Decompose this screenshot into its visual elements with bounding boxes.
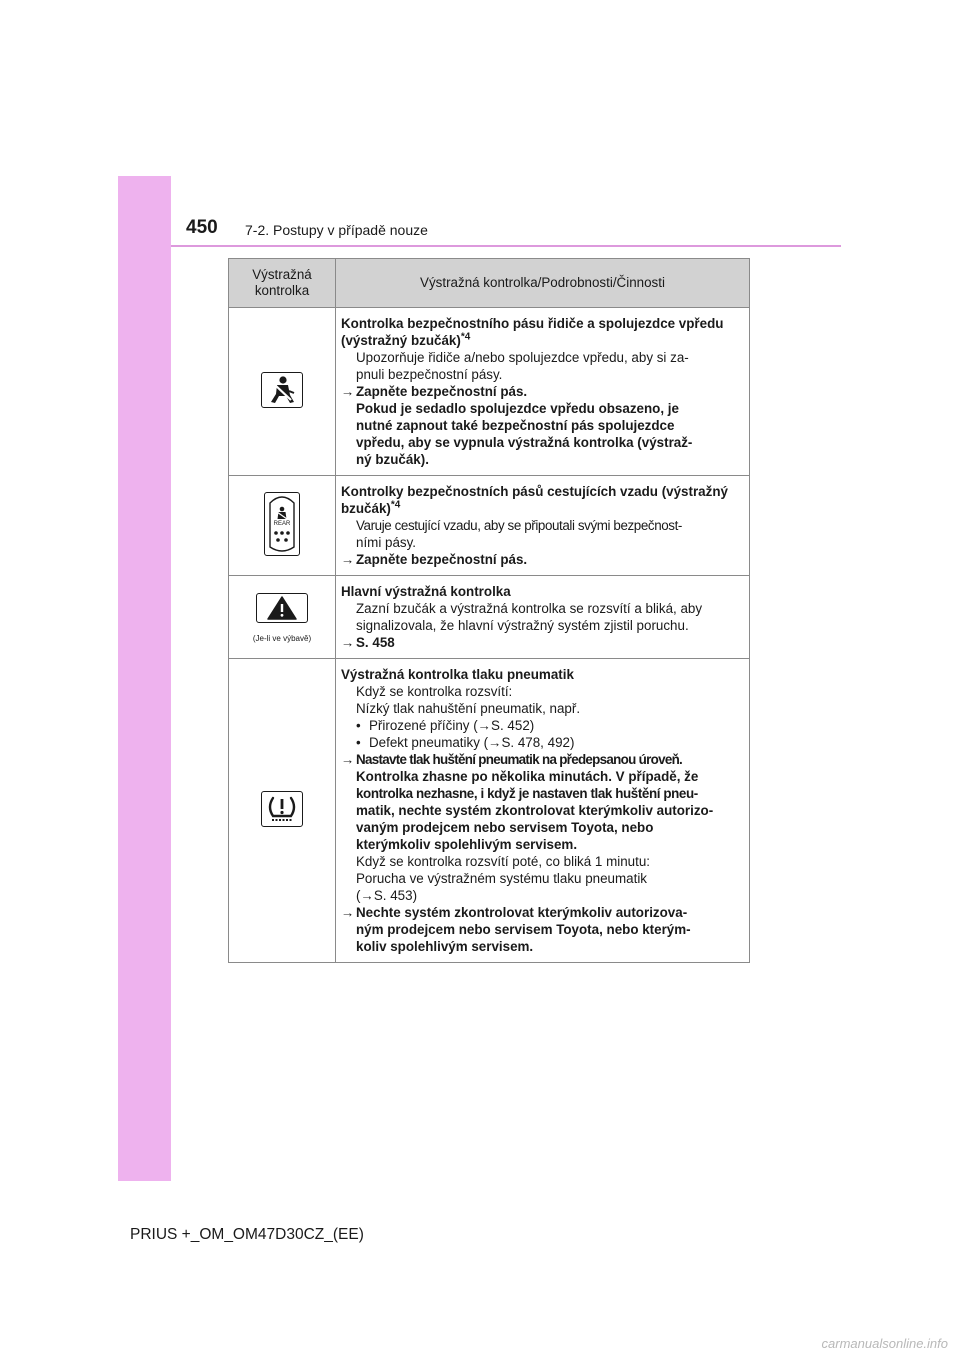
- action-cont-line: kontrolka nezhasne, i když je nastaven tlak huštění pneu-: [356, 786, 698, 801]
- seatbelt-front-icon: [261, 372, 303, 408]
- bullet-dot: •: [356, 718, 361, 733]
- description-line: Porucha ve výstražném systému tlaku pneumatik: [356, 871, 647, 886]
- action-line: [341, 904, 746, 921]
- action-cont-line: ným prodejcem nebo servisem Toyota, nebo kterým-: [356, 922, 691, 937]
- arrow-icon: →: [477, 718, 492, 733]
- action-text: Nastavte tlak huštění pneumatik na předepsanou úroveň.: [356, 752, 683, 767]
- action-cont-line: koliv spolehlivým servisem.: [356, 939, 534, 954]
- action-cont-line: vpředu, aby se vypnula výstražná kontrolka (výstraž-: [356, 435, 693, 450]
- page-reference: S. 452): [491, 718, 535, 733]
- action-line: [341, 383, 746, 400]
- action-line: [341, 751, 746, 768]
- description-line: Když se kontrolka rozsvítí:: [356, 684, 513, 699]
- bullet-item: [341, 717, 746, 734]
- arrow-icon: →: [341, 384, 355, 399]
- table-row: [229, 659, 750, 963]
- section-tab-strip: [118, 176, 171, 1181]
- table-row: [229, 576, 750, 659]
- arrow-icon: →: [360, 888, 374, 903]
- description-line: Varuje cestující vzadu, aby se připoutali svými bezpečnost-: [356, 518, 682, 533]
- description-line: pnuli bezpečnostní pásy.: [356, 367, 503, 382]
- description-cell: [336, 476, 750, 576]
- icon-cell: [229, 659, 336, 963]
- ref-open: (: [356, 888, 361, 903]
- description-line: Když se kontrolka rozsvítí poté, co bliká 1 minutu:: [356, 854, 650, 869]
- master-warning-icon: [256, 593, 308, 623]
- arrow-icon: →: [488, 735, 502, 750]
- seatbelt-rear-icon: [264, 492, 300, 556]
- tire-pressure-icon: [261, 791, 303, 827]
- row-title: Hlavní výstražná kontrolka: [341, 584, 511, 599]
- reference-line: [341, 887, 746, 904]
- section-title: 7-2. Postupy v případě nouze: [245, 222, 428, 238]
- action-cont-line: Kontrolka zhasne po několika minutách. V případě, že: [356, 769, 699, 784]
- page-reference: S. 478, 492): [501, 735, 575, 750]
- table-row: [229, 308, 750, 476]
- description-cell: [336, 659, 750, 963]
- description-line: Upozorňuje řidiče a/nebo spolujezdce vpředu, aby si za-: [356, 350, 689, 365]
- row-title-text: Kontrolka bezpečnostního pásu řidiče a spolujezdce vpředu (výstražný bzučák): [341, 316, 724, 348]
- action-text: Nechte systém zkontrolovat kterýmkoliv autorizova-: [356, 905, 688, 920]
- arrow-icon: →: [341, 635, 355, 650]
- arrow-icon: →: [341, 752, 354, 767]
- watermark: carmanualsonline.info: [821, 1336, 948, 1351]
- footnote-mark: *4: [390, 499, 401, 511]
- row-title: [341, 315, 746, 349]
- rear-label: REAR: [273, 521, 291, 527]
- icon-cell: [229, 576, 336, 659]
- action-cont-line: kterýmkoliv spolehlivým servisem.: [356, 837, 578, 852]
- action-line: [341, 551, 746, 568]
- action-cont-line: nutné zapnout také bezpečnostní pás spolujezdce: [356, 418, 675, 433]
- footnote-mark: *4: [460, 331, 471, 343]
- row-title: Výstražná kontrolka tlaku pneumatik: [341, 667, 574, 682]
- warning-lights-table: [228, 258, 750, 963]
- arrow-icon: →: [341, 552, 355, 567]
- description-cell: [336, 576, 750, 659]
- bullet-dot: •: [356, 735, 361, 750]
- table-row: [229, 476, 750, 576]
- page-reference: S. 453): [373, 888, 418, 903]
- action-cont-line: Pokud je sedadlo spolujezdce vpředu obsazeno, je: [356, 401, 679, 416]
- page-reference: S. 458: [356, 635, 395, 650]
- arrow-icon: →: [341, 905, 355, 920]
- action-text: Zapněte bezpečnostní pás.: [356, 552, 528, 567]
- action-text: Zapněte bezpečnostní pás.: [356, 384, 528, 399]
- description-line: signalizovala, že hlavní výstražný systém zjistil poruchu.: [356, 618, 689, 633]
- action-line: [341, 634, 746, 651]
- action-cont-line: matik, nechte systém zkontrolovat kterýmkoliv autorizo-: [356, 803, 714, 818]
- table-header-row: [229, 259, 750, 308]
- description-cell: [336, 308, 750, 476]
- row-title: [341, 483, 746, 517]
- bullet-item: [341, 734, 746, 751]
- icon-caption: (Je-li ve výbavě): [252, 634, 312, 643]
- col-header-details: Výstražná kontrolka/Podrobnosti/Činnosti: [336, 259, 750, 308]
- description-line: Zazní bzučák a výstražná kontrolka se rozsvítí a bliká, aby: [356, 601, 703, 616]
- description-line: ními pásy.: [356, 535, 417, 550]
- col-header-icon: Výstražná kontrolka: [229, 259, 336, 308]
- document-code: PRIUS +_OM_OM47D30CZ_(EE): [130, 1226, 364, 1243]
- icon-cell: [229, 308, 336, 476]
- action-cont-line: vaným prodejcem nebo servisem Toyota, nebo: [356, 820, 654, 835]
- bullet-text: Defekt pneumatiky (: [369, 735, 489, 750]
- bullet-text: Přirozené příčiny (: [369, 718, 478, 733]
- header-rule: [171, 245, 841, 247]
- description-line: Nízký tlak nahuštění pneumatik, např.: [356, 701, 581, 716]
- icon-cell: [229, 476, 336, 576]
- page-number: 450: [186, 217, 218, 238]
- action-cont-line: ný bzučák).: [356, 452, 429, 467]
- row-title-text: Kontrolky bezpečnostních pásů cestujících vzadu (výstražný bzučák): [341, 484, 728, 516]
